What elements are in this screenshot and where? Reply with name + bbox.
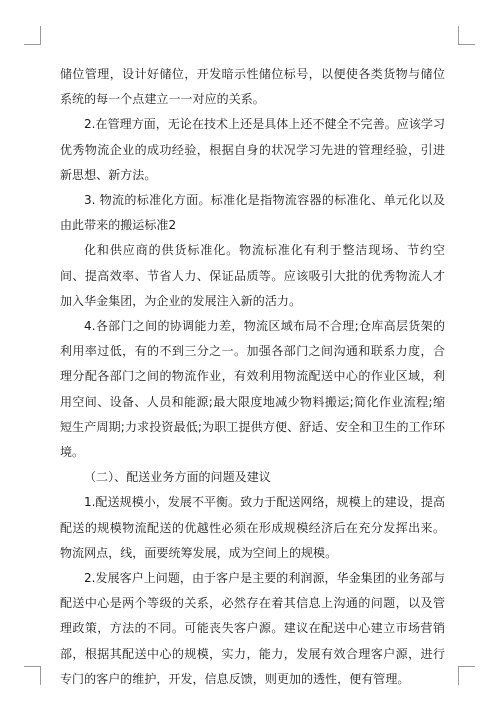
section-heading-delivery: （二）、配送业务方面的问题及建议 (84, 470, 271, 485)
paragraph-delivery-scale: 1.配送规模小，发展不平衡。致力于配送网络，规模上的建设，提高配送的规模物流配送的优越性必须在形成规模经济后在充分发挥出来。物流网点，线，面要统筹发展，成为空间上的规模。 (60, 495, 446, 560)
paragraph-supplier-standardization: 化和供应商的供货标准化。物流标准化有利于整洁现场、节约空间、提高效率、节省人力、保证品质等。应该吸引大批的优秀物流人才加入华金集团，为企业的发展注入新的活力。 (60, 243, 445, 308)
paragraph-storage-management: 储位管理，设计好储位，开发暗示性储位标号，以便使各类货物与储位系统的每一个点建立一一对应的关系。 (60, 67, 445, 107)
crop-mark-bottom-right (458, 666, 475, 685)
document-body (60, 62, 445, 692)
crop-mark-top-left (24, 26, 41, 45)
paragraph-management-aspect: 2.在管理方面，无论在技术上还是具体上还不健全不完善。应该学习优秀物流企业的成功经验，根据自身的状况学习先进的管理经验，引进新思想、新方法。 (60, 117, 446, 182)
crop-mark-top-right (458, 26, 475, 45)
crop-mark-bottom-left (24, 666, 41, 685)
paragraph-customer-development: 2.发展客户上问题，由于客户是主要的利润源，华金集团的业务部与配送中心是两个等级的关系，必然存在着其信息上沟通的问题，以及管理政策，方法的不同。可能丧失客户源。建议在配送中心建立市场营销部，根据其配送中心的规模，实力，能力，发展有效合理客户源，进行专门的客户的维护，开发，信息反馈，则更加的透性，便有管理。 (60, 571, 446, 686)
paragraph-standardization: 3. 物流的标准化方面。标准化是指物流容器的标准化、单元化以及由此带来的搬运标准2 (60, 193, 445, 233)
paragraph-department-coordination: 4.各部门之间的协调能力差，物流区域布局不合理;仓库高层货架的利用率过低，有的不到三分之一。加强各部门之间沟通和联系力度，合理分配各部门之间的物流作业，有效利用物流配送中心的作业区域，利用空间、设备、人员和能源;最大限度地减少物料搬运;简化作业流程;缩短生产周期;力求投资最低;为职工提供方便、舒适、安全和卫生的工作环境。 (60, 319, 445, 460)
